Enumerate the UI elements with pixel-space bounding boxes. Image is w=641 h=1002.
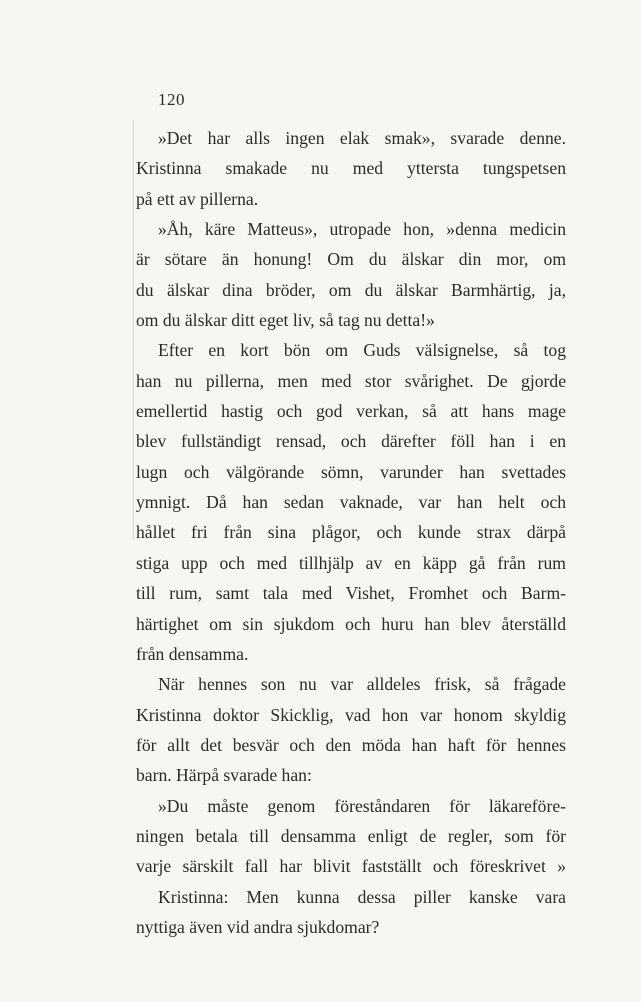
- text-line: härtighet om sin sjukdom och huru han blev återställd: [136, 613, 566, 634]
- text-line: från densamma.: [136, 643, 249, 664]
- text-line: emellertid hastig och god verkan, så att hans mage: [136, 401, 566, 422]
- text-line: »Det har alls ingen elak smak», svarade denne.: [158, 128, 566, 148]
- text-line: han nu pillerna, men med stor svårighet. De gjorde: [136, 370, 566, 391]
- text-line: stiga upp och med tillhjälp av en käpp gå från rum: [136, 552, 566, 573]
- text-line: »Du måste genom föreståndaren för läkareföre-: [158, 795, 566, 816]
- text-line: lugn och välgörande sömn, varunder han svettades: [136, 461, 566, 482]
- text-line: Kristinna doktor Skicklig, vad hon var honom skyldig: [136, 704, 566, 725]
- text-line: Kristinna smakade nu med yttersta tungspetsen: [136, 158, 566, 179]
- text-line: hållet fri från sina plågor, och kunde strax därpå: [136, 522, 566, 543]
- text-line: om du älskar ditt eget liv, så tag nu detta!»: [136, 310, 435, 331]
- text-line: varje särskilt fall har blivit fastställt och föreskrivet »: [136, 856, 566, 877]
- text-line: barn. Härpå svarade han:: [136, 765, 312, 786]
- text-line: för allt det besvär och den möda han haft för hennes: [136, 734, 566, 755]
- text-line: du älskar dina bröder, om du älskar Barmhärtig, ja,: [136, 279, 566, 300]
- body-text: [136, 123, 566, 942]
- text-line: till rum, samt tala med Vishet, Fromhet och Barm-: [136, 583, 566, 604]
- text-line: När hennes son nu var alldeles frisk, så frågade: [158, 674, 566, 695]
- text-line: nyttiga även vid andra sjukdomar?: [136, 916, 380, 937]
- text-line: är sötare än honung! Om du älskar din mor, om: [136, 249, 566, 270]
- text-line: ymnigt. Då han sedan vaknade, var han helt och: [136, 492, 566, 513]
- text-line: »Åh, käre Matteus», utropade hon, »denna medicin: [158, 219, 566, 240]
- text-line: på ett av pillerna.: [136, 188, 259, 209]
- page-number: 120: [158, 90, 185, 109]
- text-line: Efter en kort bön om Guds välsignelse, så tog: [158, 340, 566, 361]
- gutter-shadow: [133, 120, 134, 540]
- text-line: Kristinna: Men kunna dessa piller kanske vara: [158, 886, 566, 907]
- text-line: ningen betala till densamma enligt de regler, som för: [136, 825, 566, 846]
- text-line: blev fullständigt rensad, och därefter föll han i en: [136, 431, 566, 452]
